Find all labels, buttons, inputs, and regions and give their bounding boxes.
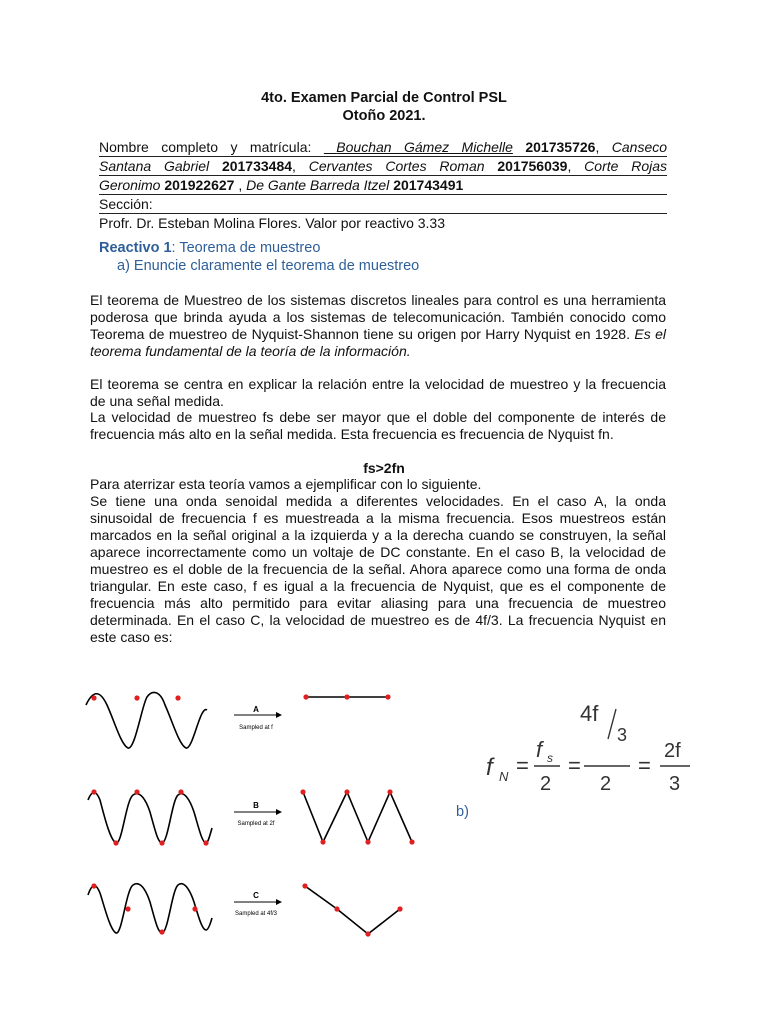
paragraph-3: La velocidad de muestreo fs debe ser mayor que el doble del componente de interés de frecuencia más alto en la señal medida. Esta frecuencia es frecuencia de Nyquist fn. xyxy=(90,409,666,442)
reactivo-heading xyxy=(99,240,320,256)
part-b-label: b) xyxy=(456,804,469,820)
case-a-rec-sample xyxy=(344,694,349,699)
eq-fs-sub: s xyxy=(547,751,553,765)
case-b-rec-sample xyxy=(365,839,370,844)
exam-term: Otoño 2021. xyxy=(342,108,426,124)
case-c-sample xyxy=(159,929,164,934)
case-c-reconstructed xyxy=(305,886,400,934)
exam-title: 4to. Examen Parcial de Control PSL xyxy=(261,90,507,106)
student-id-3: 201756039 xyxy=(497,158,568,174)
case-b-sample xyxy=(91,789,96,794)
reactivo-label: Reactivo 1 xyxy=(99,240,172,256)
student-name-5: De Gante Barreda Itzel xyxy=(246,177,390,193)
case-a-sample xyxy=(134,695,139,700)
case-c-letter: C xyxy=(253,891,259,900)
case-c-arrow-head xyxy=(276,899,282,905)
eq-num-2f: 2f xyxy=(664,740,681,762)
eq-lhs-sub: N xyxy=(499,769,509,784)
student-id-4: 201922627 xyxy=(164,177,235,193)
case-b-rec-sample xyxy=(320,839,325,844)
student-name-2-a: Canseco xyxy=(611,139,668,155)
student-line-2: Santana Gabriel 201733484, Cervantes Cortes Roman 201756039, Corte Rojas xyxy=(99,158,668,174)
case-b-sample xyxy=(113,840,118,845)
student-line-3: Geronimo 201922627 , De Gante Barreda Itzel 201743491 xyxy=(99,176,667,195)
case-a-caption: Sampled at f xyxy=(239,725,273,731)
student-name-1: Bouchan Gámez Michelle xyxy=(336,139,513,155)
case-c-rec-sample xyxy=(397,906,402,911)
case-b-reconstructed xyxy=(303,792,412,842)
case-a-signal xyxy=(86,692,207,748)
eq-equals-2: = xyxy=(568,753,581,778)
case-c-sample xyxy=(91,883,96,888)
case-b-rec-sample xyxy=(300,789,305,794)
case-b-rec-sample xyxy=(409,839,414,844)
case-c-sample xyxy=(192,906,197,911)
formula-fs-2fn: fs>2fn xyxy=(363,460,405,476)
case-b-sample xyxy=(159,840,164,845)
case-b-rec-sample xyxy=(344,789,349,794)
case-c-rec-sample xyxy=(365,931,370,936)
professor-line: Profr. Dr. Esteban Molina Flores. Valor por reactivo 3.33 xyxy=(99,215,446,231)
eq-equals-3: = xyxy=(638,753,651,778)
student-line-1: Nombre completo y matrícula: Bouchan Gámez Michelle 201735726, Canseco xyxy=(99,139,668,155)
paragraph-4: Para aterrizar esta teoría vamos a ejemplificar con lo siguiente. xyxy=(90,476,482,492)
eq-denom-1: 2 xyxy=(540,773,552,795)
case-c-sample xyxy=(125,906,130,911)
nyquist-equation xyxy=(480,695,700,795)
eq-denom-2: 2 xyxy=(600,773,612,795)
student-id-1: 201735726 xyxy=(525,139,596,155)
case-b-sample xyxy=(178,789,183,794)
reactivo-topic: : Teorema de muestreo xyxy=(171,240,321,256)
case-a-sample xyxy=(175,695,180,700)
eq-fs-f: f xyxy=(536,737,543,762)
eq-num-3: 3 xyxy=(617,725,628,745)
eq-lhs-f: f xyxy=(486,754,493,781)
eq-equals-1: = xyxy=(516,753,529,778)
case-b-signal xyxy=(88,793,212,844)
case-b-sample xyxy=(134,789,139,794)
case-c-caption: Sampled at 4f/3 xyxy=(234,911,278,917)
case-a-sample xyxy=(91,695,96,700)
paragraph-1-italic: Es el teorema fundamental de la teoría de la información. xyxy=(90,326,666,359)
case-a-rec-sample xyxy=(303,694,308,699)
case-a-arrow-head xyxy=(276,712,282,718)
case-b-letter: B xyxy=(253,801,259,810)
paragraph-2: El teorema se centra en explicar la relación entre la velocidad de muestreo y la frecuencia de una señal medida. xyxy=(90,376,666,409)
case-a-rec-sample xyxy=(385,694,390,699)
student-id-2: 201733484 xyxy=(221,158,293,174)
case-a-letter: A xyxy=(253,705,259,714)
case-c-rec-sample xyxy=(334,906,339,911)
case-b-arrow-head xyxy=(276,809,282,815)
student-id-5: 201743491 xyxy=(393,177,464,193)
eq-denom-3: 3 xyxy=(669,773,681,795)
eq-num-4f: 4f xyxy=(580,701,599,726)
case-b-caption: Sampled at 2f xyxy=(237,821,275,827)
case-b-sample xyxy=(203,840,208,845)
case-b-rec-sample xyxy=(387,789,392,794)
paragraph-5: Se tiene una onda senoidal medida a diferentes velocidades. En el caso A, la onda sinusoidal de frecuencia f es muestreada a la misma frecuencia. Esos muestreos están marcados en la señal original a la izquierda y a la derecha cuando se construyen, la señal aparece incorrectamente como un voltaje de DC constante. En el caso B, la velocidad de muestreo es el doble de la frecuencia de la señal. Ahora aparece como una forma de onda triangular. En este caso, f es igual a la frecuencia de Nyquist, que es el componente de frecuencia más alto permitido para evitar aliasing para una frecuencia de muestreo determinada. En el caso C, la velocidad de muestreo es de 4f/3. La frecuencia Nyquist en este caso es: xyxy=(90,493,666,645)
student-info xyxy=(99,138,667,232)
student-name-3: Cervantes Cortes Roman xyxy=(308,158,485,174)
section-line: Sección: xyxy=(99,195,667,214)
case-c-rec-sample xyxy=(302,883,307,888)
paragraph-1: El teorema de Muestreo de los sistemas discretos lineales para control es una herramienta poderosa que brinda ayuda a los sistemas de telecomunicación. También conocido como Teorema de muestreo de Nyquist-Shannon tiene su origen por Harry Nyquist en 1928. Es el teorema fundamental de la teoría de la información. xyxy=(90,292,666,359)
question-a: a) Enuncie claramente el teorema de muestreo xyxy=(117,258,420,274)
